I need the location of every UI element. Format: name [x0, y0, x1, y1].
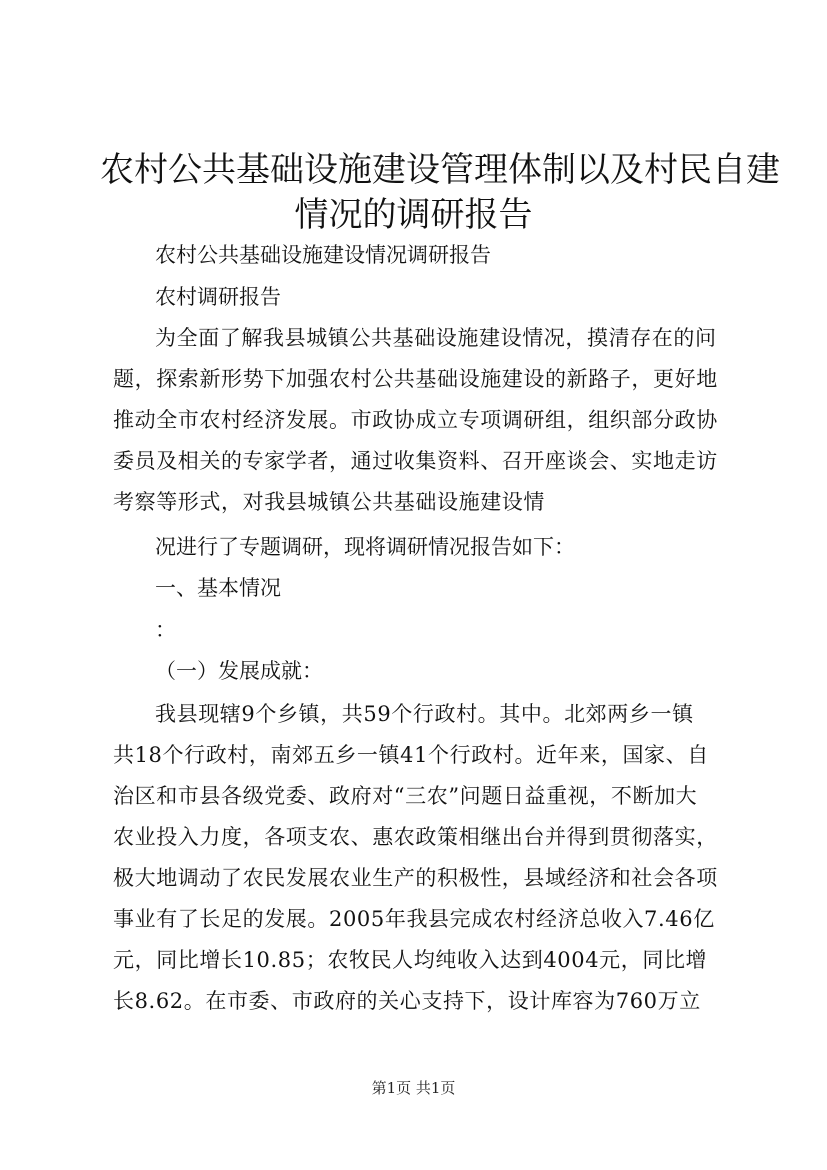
paragraph-line: 况进行了专题调研，现将调研情况报告如下： — [155, 535, 575, 559]
subtitle-line: 农村调研报告 — [155, 285, 281, 309]
paragraph-line: 委员及相关的专家学者，通过收集资料、召开座谈会、实地走访 — [113, 449, 718, 473]
subsection-heading: （一）发展成就： — [155, 659, 323, 683]
paragraph-line: 推动全市农村经济发展。市政协成立专项调研组，组织部分政协 — [113, 408, 718, 432]
document-title-line-1: 农村公共基础设施建设管理体制以及村民自建 — [100, 150, 780, 190]
document-title-line-2: 情况的调研报告 — [294, 195, 533, 235]
paragraph-line: ： — [155, 618, 176, 642]
paragraph-line: 考察等形式，对我县城镇公共基础设施建设情 — [113, 490, 545, 514]
paragraph-line: 长8.62。在市委、市政府的关心支持下，设计库容为760万立 — [113, 989, 701, 1013]
paragraph-line: 农业投入力度，各项支农、惠农政策相继出台并得到贯彻落实， — [113, 825, 718, 849]
paragraph-line: 题，探索新形势下加强农村公共基础设施建设的新路子，更好地 — [113, 367, 718, 391]
page-footer: 第1页 共1页 — [371, 1079, 456, 1097]
paragraph-line: 极大地调动了农民发展农业生产的积极性，县域经济和社会各项 — [113, 866, 718, 890]
paragraph-line: 为全面了解我县城镇公共基础设施建设情况，摸清存在的问 — [155, 326, 717, 350]
paragraph-line: 治区和市县各级党委、政府对“三农”问题日益重视，不断加大 — [113, 784, 698, 808]
subtitle-line: 农村公共基础设施建设情况调研报告 — [155, 243, 491, 267]
paragraph-line: 事业有了长足的发展。2005年我县完成农村经济总收入7.46亿 — [113, 907, 715, 931]
paragraph-line: 我县现辖9个乡镇，共59个行政村。其中。北郊两乡一镇 — [155, 702, 694, 726]
paragraph-line: 共18个行政村，南郊五乡一镇41个行政村。近年来，国家、自 — [113, 743, 709, 767]
section-heading: 一、基本情况 — [155, 576, 281, 600]
paragraph-line: 元，同比增长10.85；农牧民人均纯收入达到4004元，同比增 — [113, 948, 708, 972]
